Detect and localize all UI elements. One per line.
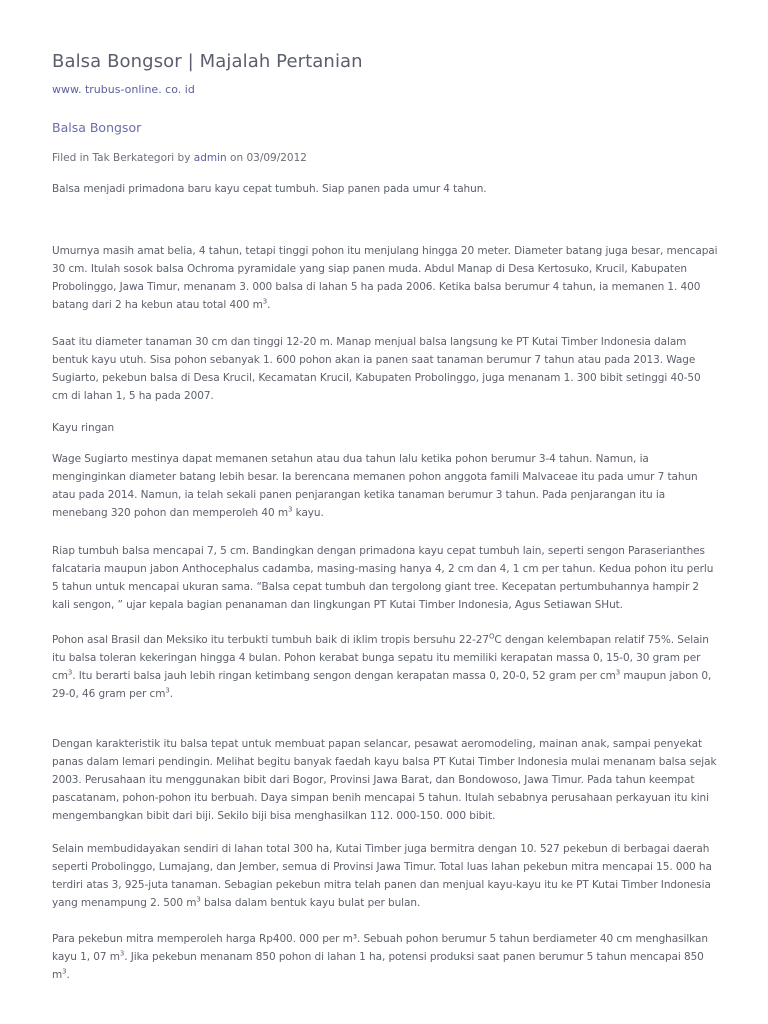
paragraph-7: Selain membudidayakan sendiri di lahan total 300 ha, Kutai Timber juga bermitra dengan 10. 527 pekebun di berbagai daerah seperti Probolinggo, Lumajang, dan Jember, semua di Provinsi Jawa Timur. Total luas lahan pekebun mitra mencapai 15. 000 ha terdiri atas 3, 925-juta tanaman. Sebagian pekebun mitra telah panen dan menjual kayu-kayu itu ke PT Kutai Timber Indonesia yang menampung 2. 500 $m^3$ balsa dalam bentuk kayu bulat per bulan. xyxy=(52,843,712,909)
paragraph-3: Wage Sugiarto mestinya dapat memanen setahun atau dua tahun lalu ketika pohon berumur 3-4 tahun. Namun, ia menginginkan diameter batang lebih besar. Ia berencana memanen pohon anggota famili Malvaceae itu pada umur 7 tahun atau pada 2014. Namun, ia telah sekali panen penjarangan ketika tanaman berumur 3 tahun. Pada penjarangan itu ia menebang 320 pohon dan memperoleh 40 $m^3$ kayu. xyxy=(52,453,698,519)
paragraph-5: Pohon asal Brasil dan Meksiko itu terbukti tumbuh baik di iklim tropis bersuhu $22-27^OC$ dengan kelembapan relatif 75%. Selain itu balsa toleran kekeringan hingga 4 bulan. Pohon kerabat bunga sepatu itu memiliki kerapatan massa 0, 15-0, 30 gram per $cm^3$. Itu berarti balsa jauh lebih ringan ketimbang sengon dengan kerapatan massa 0, 20-0, 52 gram per $cm^3$ maupun jabon 0, 29-0, 46 gram per $cm^3$. xyxy=(52,632,712,700)
site-title: Balsa Bongsor | Majalah Pertanian xyxy=(52,51,363,72)
paragraph-2: Saat itu diameter tanaman 30 cm dan tinggi 12-20 m. Manap menjual balsa langsung ke PT Kutai Timber Indonesia dalam bentuk kayu utuh. Sisa pohon sebanyak 1. 600 pohon akan ia panen saat tanaman berumur 7 tahun atau pada 2013. Wage Sugiarto, pekebun balsa di Desa Krucil, Kecamatan Krucil, Kabupaten Probolinggo, juga menanam 1. 300 bibit setinggi 40-50 cm di lahan 1, 5 ha pada 2007. xyxy=(52,336,701,402)
author-link[interactable]: admin xyxy=(193,152,227,164)
post-meta xyxy=(52,152,307,164)
meta-prefix: Filed in Tak Berkategori by xyxy=(52,152,194,164)
paragraph-6: Dengan karakteristik itu balsa tepat untuk membuat papan selancar, pesawat aeromodeling, mainan anak, sampai penyekat panas dalam lemari pendingin. Melihat begitu banyak faedah kayu balsa PT Kutai Timber Indonesia mulai menanam balsa sejak 2003. Perusahaan itu menggunakan bibit dari Bogor, Provinsi Jawa Barat, dan Bondowoso, Jawa Timur. Pada tahun keempat pascatanam, pohon-pohon itu berbuah. Daya simpan benih mencapai 5 tahun. Itulah sebabnya perusahaan perkayuan itu kini mengembangkan bibit dari biji. Sekilo biji bisa menghasilkan 112. 000-150. 000 bibit. xyxy=(52,738,717,822)
paragraph-1: Umurnya masih amat belia, 4 tahun, tetapi tinggi pohon itu menjulang hingga 20 meter. Diameter batang juga besar, mencapai 30 cm. Itulah sosok balsa Ochroma pyramidale yang siap panen muda. Abdul Manap di Desa Kertosuko, Krucil, Kabupaten Probolinggo, Jawa Timur, menanam 3. 000 balsa di lahan 5 ha pada 2006. Ketika balsa berumur 4 tahun, ia memanen 1. 400 batang dari 2 ha kebun atau total 400 $m^3$. xyxy=(52,245,718,311)
subheading-kayu-ringan: Kayu ringan xyxy=(52,422,115,434)
post-title[interactable]: Balsa Bongsor xyxy=(52,120,142,135)
paragraph-4: Riap tumbuh balsa mencapai 7, 5 cm. Bandingkan dengan primadona kayu cepat tumbuh lain, seperti sengon Paraserianthes falcataria maupun jabon Anthocephalus cadamba, masing-masing hanya 4, 2 cm dan 4, 1 cm per tahun. Kedua pohon itu perlu 5 tahun untuk mencapai ukuran sama. “Balsa cepat tumbuh dan tergolong giant tree. Kecepatan pertumbuhannya hampir 2 kali sengon, ” ujar kepala bagian penanaman dan lingkungan PT Kutai Timber Indonesia, Agus Setiawan SHut. xyxy=(52,545,714,611)
paragraph-8: Para pekebun mitra memperoleh harga Rp400. 000 per m³. Sebuah pohon berumur 5 tahun berdiameter 40 cm menghasilkan kayu 1, 07 $m^3$. Jika pekebun menanam 850 pohon di lahan 1 ha, potensi produksi saat panen berumur 5 tahun mencapai 850 $m^3$. xyxy=(52,933,708,981)
lead-paragraph: Balsa menjadi primadona baru kayu cepat tumbuh. Siap panen pada umur 4 tahun. xyxy=(52,183,487,195)
site-url-link[interactable]: www. trubus-online. co. id xyxy=(52,83,195,96)
meta-middle: on xyxy=(226,152,247,164)
post-date: 03/09/2012 xyxy=(246,152,307,164)
